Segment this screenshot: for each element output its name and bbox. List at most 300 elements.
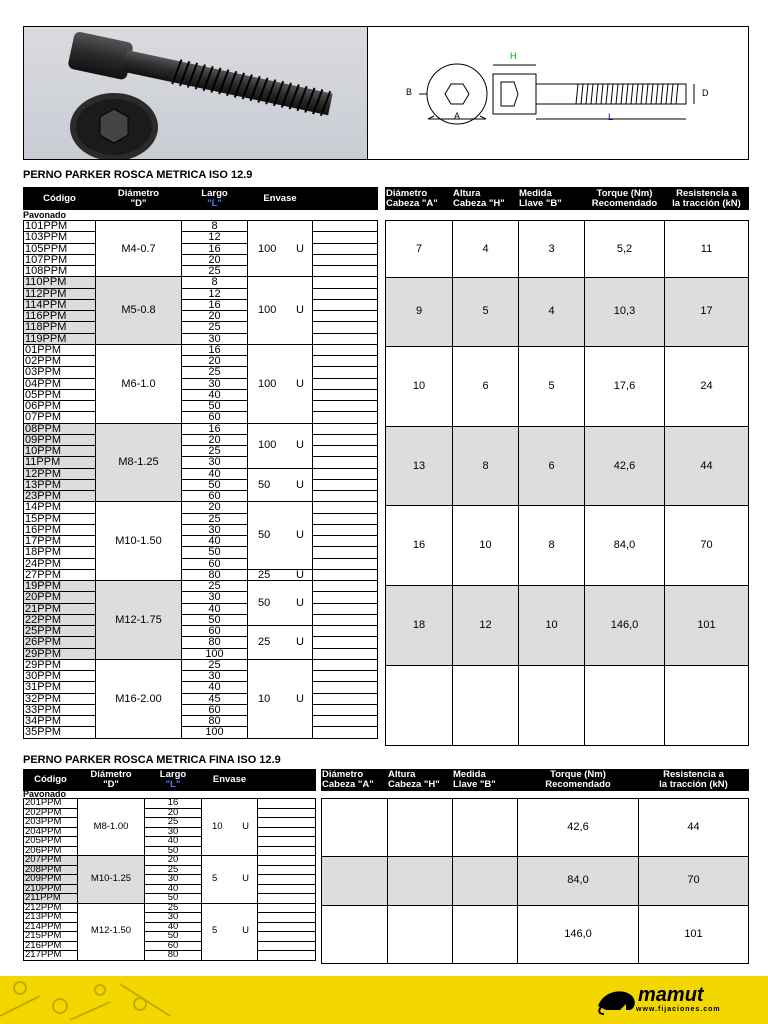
cell-envase — [248, 581, 313, 626]
header-largo-2: Largo "L" — [145, 770, 202, 791]
cell-blank — [313, 367, 378, 378]
table-row — [24, 837, 316, 847]
cell-codigo: 20PPM — [24, 592, 96, 603]
cell-codigo: 16PPM — [24, 524, 96, 535]
cell-largo: 16 — [182, 299, 248, 310]
envase-qty: 5 — [212, 873, 218, 884]
spec-cell-torque: 5,2 — [585, 221, 665, 278]
cell-largo: 30 — [182, 457, 248, 468]
cell-largo: 8 — [182, 277, 248, 288]
header-altura-cabeza-2: Altura Cabeza "H" — [388, 770, 453, 791]
section-2-rows-table — [23, 798, 316, 961]
cell-codigo: 12PPM — [24, 468, 96, 479]
cell-blank — [258, 884, 316, 894]
spec-cell-h: 12 — [453, 586, 519, 666]
cell-codigo: 14PPM — [24, 502, 96, 513]
table-row — [24, 423, 378, 434]
spec-cell-h: 10 — [453, 506, 519, 586]
cell-diametro: M16-2.00 — [96, 659, 182, 738]
cell-largo: 25 — [182, 659, 248, 670]
cell-blank — [313, 704, 378, 715]
cell-largo: 12 — [182, 288, 248, 299]
envase-unit: U — [242, 925, 249, 937]
cell-codigo: 18PPM — [24, 547, 96, 558]
spec-row — [386, 346, 749, 426]
cell-largo: 12 — [182, 232, 248, 243]
cell-codigo: 210PPM — [24, 884, 78, 894]
envase-qty: 50 — [258, 596, 271, 609]
cell-blank — [313, 479, 378, 490]
section-2-left-table — [23, 769, 316, 791]
cell-largo: 30 — [145, 827, 202, 837]
cell-blank — [313, 277, 378, 288]
spec-cell-torque: 42,6 — [518, 799, 639, 857]
cell-blank — [313, 423, 378, 434]
spec-cell-b: 10 — [519, 586, 585, 666]
cell-diametro: M6-1.0 — [96, 344, 182, 423]
table-row — [24, 856, 316, 866]
cell-largo: 30 — [182, 333, 248, 344]
cell-codigo: 01PPM — [24, 344, 96, 355]
cell-blank — [313, 356, 378, 367]
table-row — [24, 799, 316, 809]
cell-largo: 20 — [182, 254, 248, 265]
cell-blank — [313, 311, 378, 322]
table-row — [24, 932, 316, 942]
envase-unit: U — [296, 377, 304, 390]
envase-unit: U — [242, 873, 249, 884]
spec-cell-res: 44 — [639, 799, 749, 857]
spec-cell-a — [322, 799, 388, 857]
spec-cell-h — [388, 799, 453, 857]
spec-cell-res: 101 — [639, 905, 749, 963]
cell-blank — [313, 502, 378, 513]
table-row — [24, 277, 378, 288]
spec-cell-res: 70 — [639, 857, 749, 906]
table-row — [24, 592, 378, 603]
cell-largo: 50 — [182, 479, 248, 490]
cell-diametro: M8-1.25 — [96, 423, 182, 502]
diagram-label-h: H — [510, 51, 517, 61]
table-row — [24, 434, 378, 445]
section-2-right-header — [321, 769, 749, 791]
table-row — [24, 913, 316, 923]
cell-diametro: M8-1.00 — [78, 799, 145, 856]
cell-codigo: 23PPM — [24, 491, 96, 502]
spec-cell-h: 6 — [453, 346, 519, 426]
cell-codigo: 35PPM — [24, 727, 96, 738]
cell-blank — [313, 536, 378, 547]
cell-codigo: 03PPM — [24, 367, 96, 378]
cell-blank — [313, 412, 378, 423]
table-row — [24, 637, 378, 648]
cell-largo: 60 — [182, 558, 248, 569]
table-row — [24, 491, 378, 502]
cell-diametro: M10-1.50 — [96, 502, 182, 581]
cell-largo: 16 — [182, 423, 248, 434]
table-row — [24, 716, 378, 727]
envase-unit: U — [296, 692, 304, 705]
spec-cell-h: 4 — [453, 221, 519, 278]
cell-codigo: 09PPM — [24, 434, 96, 445]
cell-largo: 60 — [182, 704, 248, 715]
cell-blank — [258, 865, 316, 875]
table-row — [24, 322, 378, 333]
spec-cell-a: 18 — [386, 586, 453, 666]
cell-blank — [258, 837, 316, 847]
logo-website: www.fijaciones.com — [636, 1006, 721, 1013]
cell-codigo: 21PPM — [24, 603, 96, 614]
section-1-group-label: Pavonado — [23, 210, 67, 220]
cell-blank — [258, 894, 316, 904]
cell-largo: 40 — [145, 922, 202, 932]
spec-cell-res: 70 — [665, 506, 749, 586]
cell-blank — [313, 637, 378, 648]
cell-blank — [258, 875, 316, 885]
cell-blank — [313, 592, 378, 603]
cell-blank — [313, 299, 378, 310]
diagram-label-d: D — [702, 88, 709, 98]
envase-qty: 25 — [258, 636, 271, 649]
header-diametro-2: Diámetro "D" — [78, 770, 145, 791]
cell-codigo: 110PPM — [24, 277, 96, 288]
cell-codigo: 07PPM — [24, 412, 96, 423]
cell-codigo: 205PPM — [24, 837, 78, 847]
cell-blank — [313, 513, 378, 524]
dimension-drawing — [368, 27, 748, 159]
cell-blank — [313, 468, 378, 479]
cell-blank — [313, 547, 378, 558]
cell-codigo: 213PPM — [24, 913, 78, 923]
cell-codigo: 19PPM — [24, 581, 96, 592]
cell-codigo: 32PPM — [24, 693, 96, 704]
cell-blank — [313, 266, 378, 277]
envase-unit: U — [296, 304, 304, 317]
table-row — [24, 536, 378, 547]
table-row — [24, 884, 316, 894]
cell-largo: 40 — [145, 884, 202, 894]
cell-largo: 50 — [182, 614, 248, 625]
section-1-specs-table — [385, 220, 749, 746]
cell-largo: 40 — [182, 389, 248, 400]
table-row — [24, 569, 378, 580]
spec-row — [386, 506, 749, 586]
spec-cell-res: 17 — [665, 278, 749, 347]
table-row — [24, 479, 378, 490]
spec-cell-b — [453, 857, 518, 906]
cell-codigo: 202PPM — [24, 808, 78, 818]
cell-blank — [313, 614, 378, 625]
spec-row — [322, 857, 749, 906]
cell-codigo: 06PPM — [24, 401, 96, 412]
cell-largo: 30 — [145, 913, 202, 923]
spec-cell-h: 8 — [453, 426, 519, 506]
cell-envase — [248, 659, 313, 738]
cell-largo: 25 — [182, 513, 248, 524]
spec-cell-torque: 10,3 — [585, 278, 665, 347]
spec-cell-res: 101 — [665, 586, 749, 666]
cell-codigo: 204PPM — [24, 827, 78, 837]
cell-largo: 40 — [182, 682, 248, 693]
table-row — [24, 671, 378, 682]
cell-blank — [258, 827, 316, 837]
section-2-title: PERNO PARKER ROSCA METRICA FINA ISO 12.9 — [23, 754, 281, 766]
table-row — [24, 558, 378, 569]
cell-codigo: 27PPM — [24, 569, 96, 580]
cell-codigo: 206PPM — [24, 846, 78, 856]
table-row — [24, 547, 378, 558]
section-1-right-header — [385, 187, 749, 210]
cell-envase — [202, 799, 258, 856]
table-row — [24, 311, 378, 322]
spec-cell-h — [388, 905, 453, 963]
header-images-box — [23, 26, 749, 160]
table-row — [24, 356, 378, 367]
cell-largo: 30 — [182, 592, 248, 603]
header-diametro-cabeza-2: Diámetro Cabeza "A" — [322, 770, 388, 791]
table-row — [24, 875, 316, 885]
cell-codigo: 105PPM — [24, 243, 96, 254]
cell-codigo: 15PPM — [24, 513, 96, 524]
cell-blank — [258, 913, 316, 923]
table-row — [24, 232, 378, 243]
table-row — [24, 827, 316, 837]
spec-cell-torque: 146,0 — [518, 905, 639, 963]
cell-codigo: 05PPM — [24, 389, 96, 400]
section-2-group-label: Pavonado — [23, 789, 67, 799]
envase-unit: U — [242, 820, 249, 832]
envase-unit: U — [296, 636, 304, 649]
cell-codigo: 107PPM — [24, 254, 96, 265]
table-row — [24, 412, 378, 423]
table-row — [24, 513, 378, 524]
cell-codigo: 101PPM — [24, 221, 96, 232]
spec-cell-torque: 84,0 — [585, 506, 665, 586]
section-2-specs-table — [321, 798, 749, 964]
cell-largo: 100 — [182, 727, 248, 738]
table-row — [24, 626, 378, 637]
cell-codigo: 34PPM — [24, 716, 96, 727]
spec-cell-torque: 42,6 — [585, 426, 665, 506]
bolt-diagram — [368, 27, 748, 159]
cell-codigo: 119PPM — [24, 333, 96, 344]
header-torque-2: Torque (Nm) Recomendado — [518, 770, 639, 791]
spec-row — [386, 426, 749, 506]
cell-blank — [258, 846, 316, 856]
table-row — [24, 903, 316, 913]
envase-unit: U — [296, 439, 304, 452]
mamut-logo — [596, 984, 742, 1016]
envase-unit: U — [296, 478, 304, 491]
cell-blank — [258, 799, 316, 809]
spec-cell-torque: 84,0 — [518, 857, 639, 906]
cell-codigo: 30PPM — [24, 671, 96, 682]
section-1-title: PERNO PARKER ROSCA METRICA ISO 12.9 — [23, 169, 253, 181]
cell-largo: 40 — [182, 536, 248, 547]
cell-largo: 20 — [145, 808, 202, 818]
envase-qty: 5 — [212, 925, 218, 937]
cell-diametro: M12-1.75 — [96, 581, 182, 660]
table-row — [24, 378, 378, 389]
cell-codigo: 26PPM — [24, 637, 96, 648]
cell-blank — [258, 941, 316, 951]
footer-bar — [0, 976, 768, 1024]
cell-envase — [202, 903, 258, 960]
spec-cell-a: 9 — [386, 278, 453, 347]
table-row — [24, 367, 378, 378]
spec-cell-a — [322, 857, 388, 906]
cell-codigo: 116PPM — [24, 311, 96, 322]
cell-blank — [313, 232, 378, 243]
spec-cell-h — [388, 857, 453, 906]
cell-blank — [313, 682, 378, 693]
cell-diametro: M5-0.8 — [96, 277, 182, 345]
table-row — [24, 894, 316, 904]
cell-envase — [248, 626, 313, 660]
diagram-label-a: A — [454, 111, 461, 121]
header-diametro: Diámetro "D" — [96, 188, 182, 210]
cell-blank — [313, 322, 378, 333]
cell-blank — [258, 903, 316, 913]
cell-blank — [313, 581, 378, 592]
cell-blank — [313, 378, 378, 389]
table-row — [24, 243, 378, 254]
diagram-label-b: B — [406, 87, 413, 97]
cell-largo: 40 — [182, 468, 248, 479]
table-row — [24, 659, 378, 670]
envase-unit: U — [296, 569, 304, 581]
header-largo: Largo "L" — [182, 188, 248, 210]
envase-unit: U — [296, 529, 304, 542]
cell-blank — [313, 693, 378, 704]
cell-largo: 45 — [182, 693, 248, 704]
header-resistencia: Resistencia a la tracción (kN) — [665, 188, 749, 210]
envase-unit: U — [296, 242, 304, 255]
spec-row — [322, 905, 749, 963]
cell-envase — [248, 344, 313, 423]
cell-largo: 25 — [145, 818, 202, 828]
cell-codigo: 08PPM — [24, 423, 96, 434]
header-diametro-cabeza: Diámetro Cabeza "A" — [386, 188, 453, 210]
cell-codigo: 216PPM — [24, 941, 78, 951]
table-row — [24, 401, 378, 412]
table-row — [24, 922, 316, 932]
table-row — [24, 446, 378, 457]
spec-cell-b — [519, 665, 585, 745]
table-row — [24, 333, 378, 344]
cell-blank — [313, 457, 378, 468]
cell-blank — [313, 254, 378, 265]
spec-cell-a: 13 — [386, 426, 453, 506]
table-row — [24, 818, 316, 828]
cell-codigo: 215PPM — [24, 932, 78, 942]
cell-blank — [258, 856, 316, 866]
cell-codigo: 214PPM — [24, 922, 78, 932]
table-row — [24, 941, 316, 951]
cell-largo: 25 — [182, 367, 248, 378]
table-row — [24, 581, 378, 592]
cell-codigo: 10PPM — [24, 446, 96, 457]
hardware-pattern — [0, 976, 200, 1024]
cell-codigo: 24PPM — [24, 558, 96, 569]
cell-blank — [313, 569, 378, 580]
cell-largo: 20 — [182, 434, 248, 445]
cell-largo: 80 — [182, 637, 248, 648]
header-medida-llave: Medida Llave "B" — [519, 188, 585, 210]
cell-codigo: 25PPM — [24, 626, 96, 637]
cell-blank — [313, 288, 378, 299]
cell-largo: 80 — [182, 716, 248, 727]
cell-largo: 80 — [182, 569, 248, 580]
spec-cell-torque: 17,6 — [585, 346, 665, 426]
spec-row — [386, 586, 749, 666]
table-row — [24, 648, 378, 659]
envase-qty: 10 — [258, 692, 271, 705]
spec-cell-h: 5 — [453, 278, 519, 347]
cell-blank — [313, 524, 378, 535]
cell-codigo: 112PPM — [24, 288, 96, 299]
cell-codigo: 118PPM — [24, 322, 96, 333]
spec-cell-b: 5 — [519, 346, 585, 426]
header-envase: Envase — [248, 188, 313, 210]
spec-cell-a — [386, 665, 453, 745]
cell-largo: 50 — [145, 894, 202, 904]
cell-blank — [258, 922, 316, 932]
header-codigo-2: Código — [24, 770, 78, 791]
header-resistencia-2: Resistencia a la tracción (kN) — [639, 770, 749, 791]
envase-unit: U — [296, 596, 304, 609]
cell-largo: 20 — [182, 356, 248, 367]
cell-codigo: 17PPM — [24, 536, 96, 547]
table-row — [24, 727, 378, 738]
spec-cell-res: 11 — [665, 221, 749, 278]
cell-largo: 25 — [182, 266, 248, 277]
spec-cell-h — [453, 665, 519, 745]
spec-row — [386, 278, 749, 347]
cell-codigo: 212PPM — [24, 903, 78, 913]
envase-qty: 25 — [258, 569, 271, 581]
cell-codigo: 02PPM — [24, 356, 96, 367]
cell-largo: 25 — [182, 322, 248, 333]
cell-largo: 16 — [145, 799, 202, 809]
cell-codigo: 13PPM — [24, 479, 96, 490]
cell-codigo: 11PPM — [24, 457, 96, 468]
cell-codigo: 209PPM — [24, 875, 78, 885]
cell-largo: 60 — [182, 491, 248, 502]
cell-codigo: 203PPM — [24, 818, 78, 828]
table-row — [24, 344, 378, 355]
cell-largo: 40 — [182, 603, 248, 614]
envase-qty: 100 — [258, 242, 277, 255]
spec-cell-torque: 146,0 — [585, 586, 665, 666]
envase-qty: 10 — [212, 820, 223, 832]
cell-blank — [313, 243, 378, 254]
spec-cell-res — [665, 665, 749, 745]
spec-cell-res: 24 — [665, 346, 749, 426]
cell-blank — [313, 659, 378, 670]
bolt-photo — [24, 27, 368, 159]
cell-largo: 16 — [182, 243, 248, 254]
cell-codigo: 114PPM — [24, 299, 96, 310]
cell-envase — [202, 856, 258, 904]
header-torque: Torque (Nm) Recomendado — [585, 188, 665, 210]
cell-largo: 25 — [145, 865, 202, 875]
table-row — [24, 457, 378, 468]
cell-codigo: 22PPM — [24, 614, 96, 625]
table-row — [24, 288, 378, 299]
table-row — [24, 266, 378, 277]
table-row — [24, 614, 378, 625]
